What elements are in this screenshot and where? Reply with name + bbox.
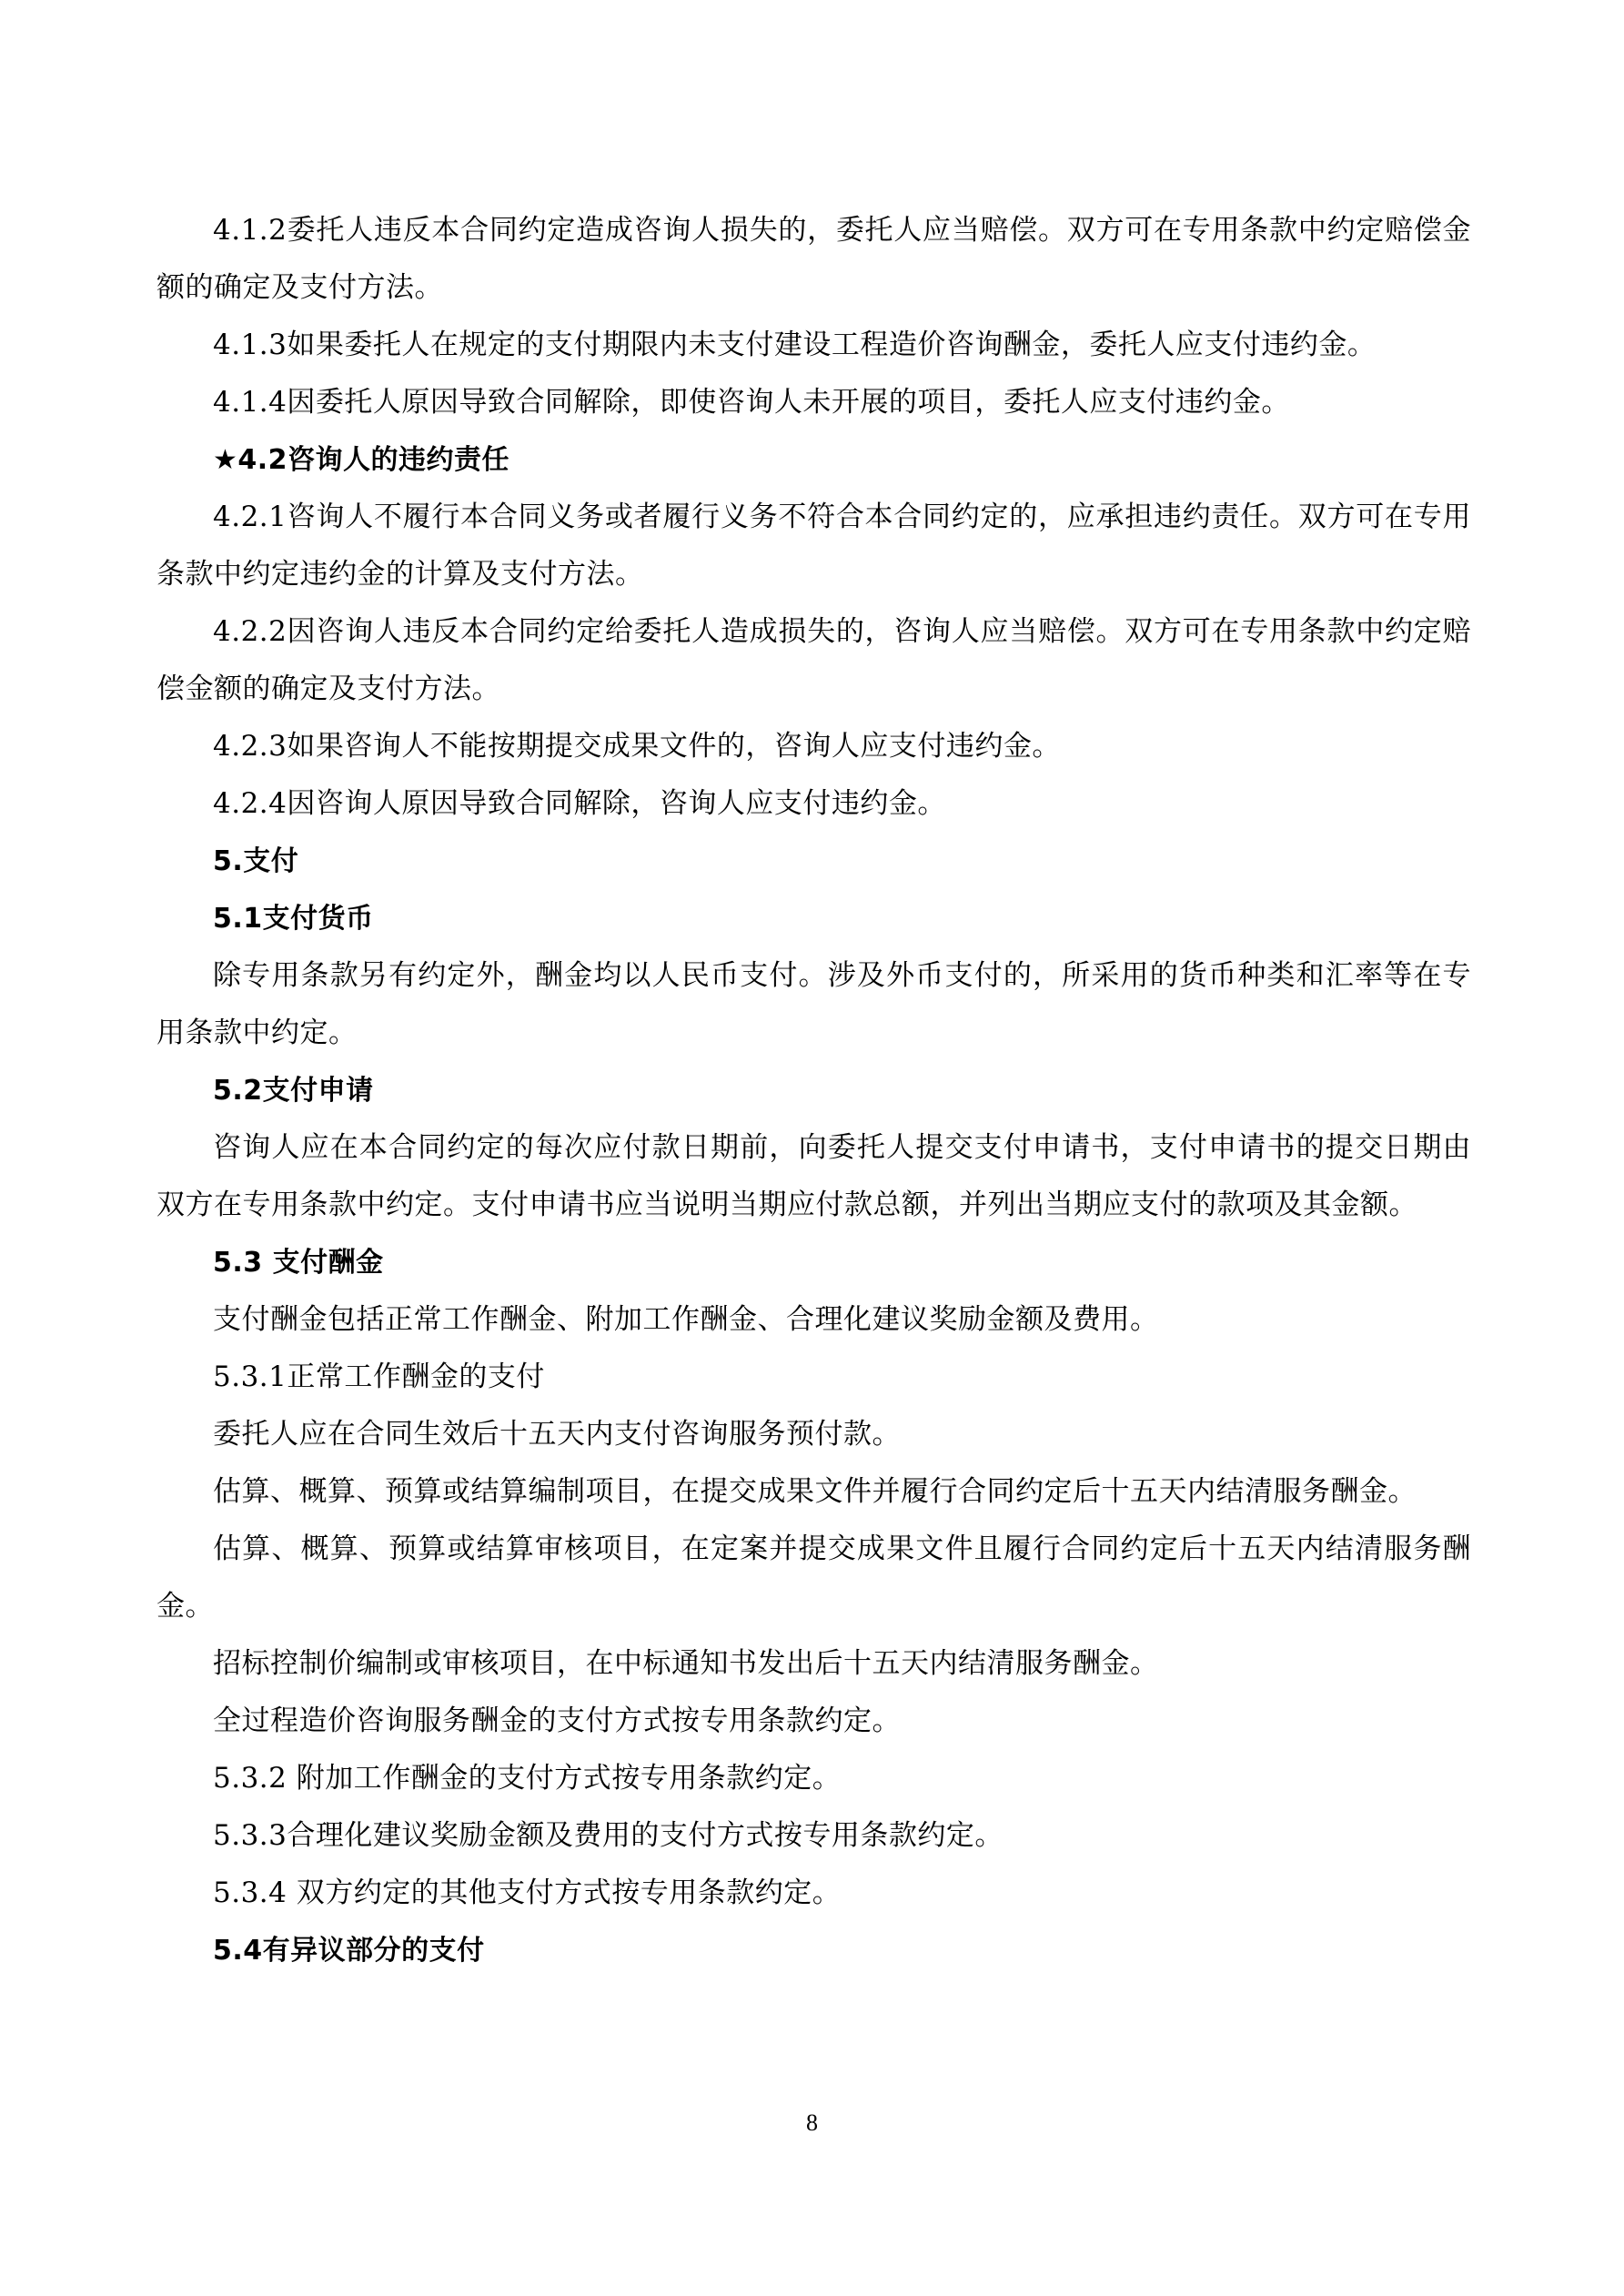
para-5-3-2: 5.3.2 附加工作酬金的支付方式按专用条款约定。 [213,1762,842,1795]
para-5-3-1-e: 全过程造价咨询服务酬金的支付方式按专用条款约定。 [213,1704,901,1737]
para-4-2-2: 4.2.2因咨询人违反本合同约定给委托人造成损失的，咨询人应当赔偿。双方可在专用条款中约定赔偿金额的确定及支付方法。 [156,615,1471,705]
heading-5-1: 5.1支付货币 [213,903,374,935]
para-5-3-1-c: 估算、概算、预算或结算审核项目，在定案并提交成果文件且履行合同约定后十五天内结清服务酬金。 [156,1532,1471,1623]
para-5-3-1: 5.3.1正常工作酬金的支付 [213,1360,545,1393]
para-5-3-3: 5.3.3合理化建议奖励金额及费用的支付方式按专用条款约定。 [213,1819,1004,1852]
para-4-1-4: 4.1.4因委托人原因导致合同解除，即使咨询人未开展的项目，委托人应支付违约金。 [213,386,1290,419]
heading-5-3: 5.3 支付酬金 [213,1247,384,1279]
document-body [156,202,1471,1979]
page-number: 8 [806,2109,818,2136]
para-5-3-1-d: 招标控制价编制或审核项目，在中标通知书发出后十五天内结清服务酬金。 [213,1647,1159,1680]
para-5-3-4: 5.3.4 双方约定的其他支付方式按专用条款约定。 [213,1876,842,1909]
para-4-1-3: 4.1.3如果委托人在规定的支付期限内未支付建设工程造价咨询酬金，委托人应支付违约金。 [213,329,1377,361]
heading-5-4: 5.4有异议部分的支付 [213,1935,485,1967]
para-5-3: 支付酬金包括正常工作酬金、附加工作酬金、合理化建议奖励金额及费用。 [213,1303,1159,1336]
para-4-2-1: 4.2.1咨询人不履行本合同义务或者履行义务不符合本合同约定的，应承担违约责任。双方可在专用条款中约定违约金的计算及支付方法。 [156,501,1471,591]
para-4-1-2: 4.1.2委托人违反本合同约定造成咨询人损失的，委托人应当赔偿。双方可在专用条款中约定赔偿金额的确定及支付方法。 [156,214,1471,304]
heading-5: 5.支付 [213,845,299,877]
para-5-3-1-b: 估算、概算、预算或结算编制项目，在提交成果文件并履行合同约定后十五天内结清服务酬金。 [213,1475,1417,1508]
para-5-3-1-a: 委托人应在合同生效后十五天内支付咨询服务预付款。 [213,1418,901,1451]
para-4-2-4: 4.2.4因咨询人原因导致合同解除，咨询人应支付违约金。 [213,787,946,820]
heading-5-2: 5.2支付申请 [213,1075,374,1107]
para-5-1: 除专用条款另有约定外，酬金均以人民币支付。涉及外币支付的，所采用的货币种类和汇率等在专用条款中约定。 [156,959,1471,1049]
heading-4-2: ★4.2咨询人的违约责任 [213,444,510,476]
para-5-2: 咨询人应在本合同约定的每次应付款日期前，向委托人提交支付申请书，支付申请书的提交日期由双方在专用条款中约定。支付申请书应当说明当期应付款总额，并列出当期应支付的款项及其金额。 [156,1131,1471,1221]
para-4-2-3: 4.2.3如果咨询人不能按期提交成果文件的，咨询人应支付违约金。 [213,730,1061,763]
